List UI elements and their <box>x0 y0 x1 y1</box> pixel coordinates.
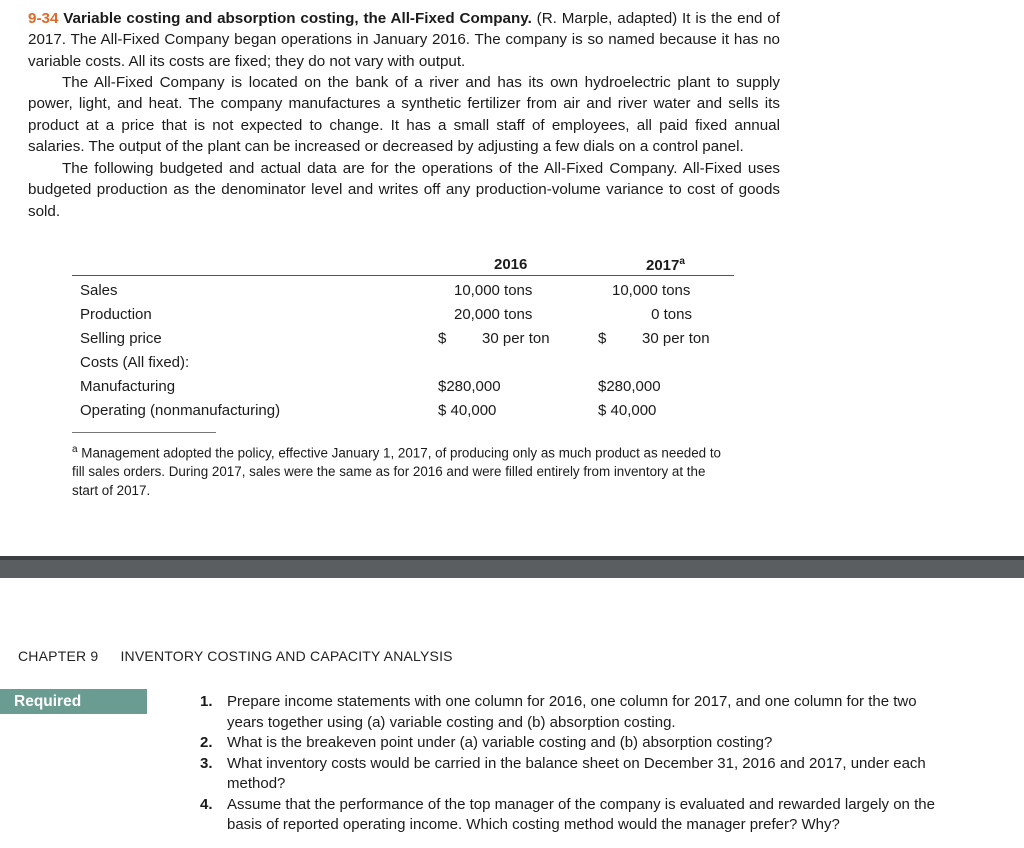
problem-number: 9-34 <box>28 10 59 27</box>
footnote: $^a$ Management adopted the policy, effective January 1, 2017, of producing only as much product as needed to fill sales orders. During 2017, sales were the same as for 2016 and were filled entirely from inventory at the start of 2017. <box>72 444 721 499</box>
paragraph-2: The All-Fixed Company is located on the bank of a river and has its own hydroelectric plant to supply power, light, and heat. The company manufactures a synthetic fertilizer from air and river water and sells its product at a price that is not expected to change. It has a small staff of employees, all paid fixed annual salaries. The output of the plant can be increased or decreased by adjusting a few dials on a control panel. <box>28 74 780 156</box>
table-row-operating: Operating (nonmanufacturing) $ 40,000 $ 40,000 <box>80 402 657 419</box>
problem-title: Variable costing and absorption costing, the All-Fixed Company. <box>63 10 532 27</box>
header-rule <box>72 275 734 276</box>
list-item: 2. What is the breakeven point under (a) variable costing and (b) absorption costing? <box>200 734 773 751</box>
paragraph-3: The following budgeted and actual data are for the operations of the All-Fixed Company. All-Fixed uses budgeted production as the denominator level and writes off any production-volume variance to cost of goods sold. <box>28 160 780 220</box>
chapter-title: INVENTORY COSTING AND CAPACITY ANALYSIS <box>120 648 453 664</box>
required-label: Required <box>0 689 147 714</box>
table-row-manufacturing: Manufacturing $280,000 $280,000 <box>80 378 661 395</box>
chapter-header <box>18 648 453 664</box>
list-item: 1. Prepare income statements with one column for 2016, one column for 2017, and one column for the two years together using (a) variable costing and (b) absorption costing. <box>200 693 917 731</box>
page-divider-bar <box>0 556 1024 578</box>
table-row-production: Production 20,000 tons 0 tons <box>80 306 692 323</box>
table-row-sales: Sales 10,000 tons 10,000 tons <box>80 282 691 299</box>
table-row-selling-price: Selling price $ 30 per ton $ 30 per ton <box>80 330 710 347</box>
problem-intro <box>28 8 780 72</box>
footnote-rule <box>72 432 216 433</box>
table-row-costs-heading: Costs (All fixed): <box>80 354 190 371</box>
question-list <box>200 692 948 836</box>
paragraph-1: (R. Marple, adapted) It is the end of 2017. The All-Fixed Company began operations in January 2016. The company is so named because it has no variable costs. All its costs are fixed; they do not vary with output. <box>28 10 780 70</box>
list-item: 4. Assume that the performance of the top manager of the company is evaluated and rewarded largely on the basis of reported operating income. Which costing method would the manager prefer? Why? <box>200 795 935 833</box>
col-header-2017: 2017$^a$ <box>646 256 685 274</box>
list-item: 3. What inventory costs would be carried in the balance sheet on December 31, 2016 and 2017, under each method? <box>200 754 926 792</box>
chapter-number: CHAPTER 9 <box>18 648 99 664</box>
col-header-2016: 2016 <box>494 256 528 273</box>
